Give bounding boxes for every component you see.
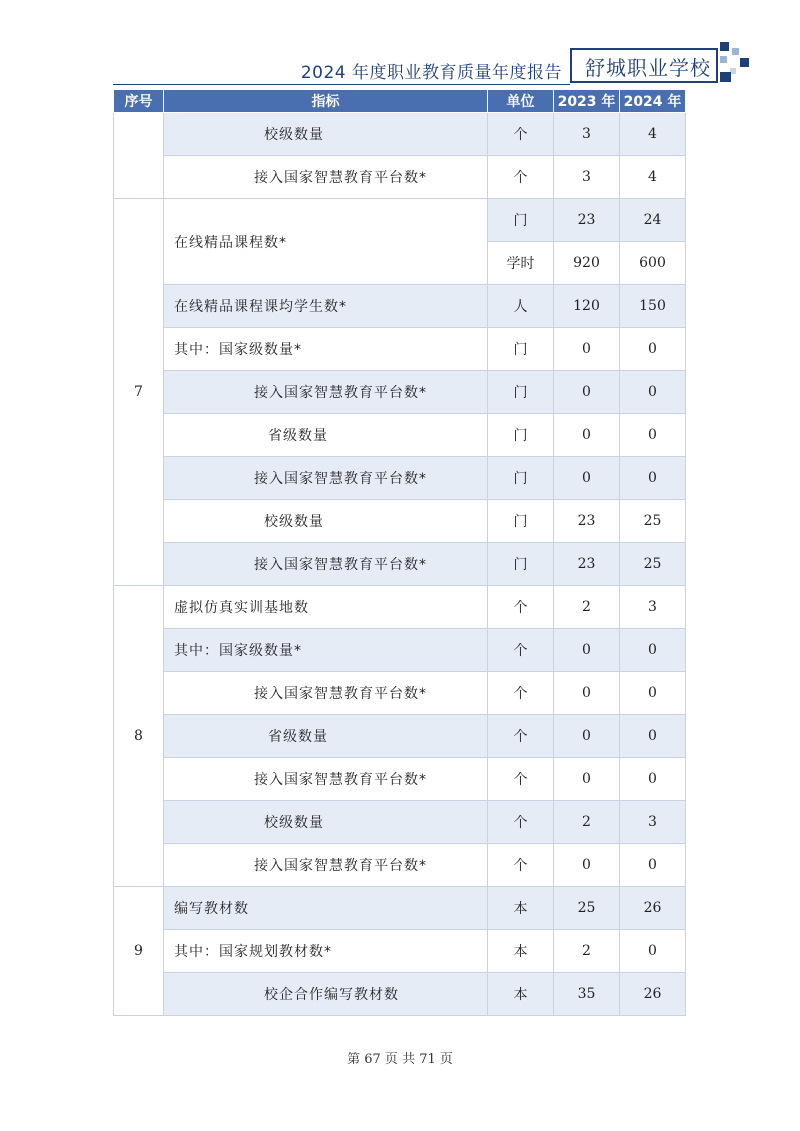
unit-cell: 门 [488, 371, 554, 414]
value-2024-cell: 0 [620, 414, 686, 457]
value-2023-cell: 0 [554, 328, 620, 371]
table-row [114, 801, 686, 844]
table-row [114, 285, 686, 328]
header-rule [113, 84, 570, 85]
table-row [114, 629, 686, 672]
report-title: 2024 年度职业教育质量年度报告 [300, 63, 562, 83]
header-decoration-squares [718, 42, 752, 82]
indicator-cell: 其中：国家级数量* [164, 629, 488, 672]
table-row [114, 586, 686, 629]
indicator-cell: 接入国家智慧教育平台数* [164, 457, 488, 500]
unit-cell: 个 [488, 715, 554, 758]
value-2023-cell: 2 [554, 586, 620, 629]
table-row [114, 328, 686, 371]
indicator-cell: 接入国家智慧教育平台数* [164, 156, 488, 199]
unit-cell: 门 [488, 199, 554, 242]
value-2024-cell: 26 [620, 887, 686, 930]
table-row [114, 414, 686, 457]
table-header-row [114, 90, 686, 113]
value-2024-cell: 0 [620, 457, 686, 500]
unit-cell: 个 [488, 156, 554, 199]
seq-cell: 9 [114, 887, 164, 1016]
page-number: 第 67 页 共 71 页 [347, 1052, 453, 1067]
value-2024-cell: 0 [620, 672, 686, 715]
unit-cell: 门 [488, 457, 554, 500]
value-2024-cell: 0 [620, 758, 686, 801]
unit-cell: 个 [488, 586, 554, 629]
indicator-cell: 编写教材数 [164, 887, 488, 930]
unit-cell: 个 [488, 629, 554, 672]
unit-cell: 个 [488, 113, 554, 156]
indicator-cell: 校级数量 [164, 113, 488, 156]
indicator-cell: 在线精品课程数* [164, 199, 488, 285]
value-2024-cell: 24 [620, 199, 686, 242]
table-row [114, 457, 686, 500]
header-seq: 序号 [114, 90, 164, 113]
seq-cell-continued [114, 113, 164, 199]
value-2024-cell: 150 [620, 285, 686, 328]
indicator-cell: 接入国家智慧教育平台数* [164, 543, 488, 586]
header-2024: 2024 年 [620, 90, 686, 113]
table-row [114, 844, 686, 887]
value-2024-cell: 0 [620, 930, 686, 973]
value-2023-cell: 0 [554, 844, 620, 887]
value-2024-cell: 0 [620, 371, 686, 414]
value-2024-cell: 26 [620, 973, 686, 1016]
indicator-cell: 在线精品课程课均学生数* [164, 285, 488, 328]
value-2024-cell: 25 [620, 543, 686, 586]
value-2023-cell: 0 [554, 371, 620, 414]
unit-cell: 本 [488, 887, 554, 930]
indicator-cell: 虚拟仿真实训基地数 [164, 586, 488, 629]
unit-cell: 个 [488, 801, 554, 844]
table-row [114, 715, 686, 758]
table-row [114, 156, 686, 199]
unit-cell: 门 [488, 543, 554, 586]
value-2024-cell: 0 [620, 328, 686, 371]
value-2023-cell: 3 [554, 113, 620, 156]
indicator-cell: 省级数量 [164, 715, 488, 758]
value-2023-cell: 920 [554, 242, 620, 285]
unit-cell: 门 [488, 414, 554, 457]
unit-cell: 本 [488, 973, 554, 1016]
seq-cell: 8 [114, 586, 164, 887]
value-2023-cell: 120 [554, 285, 620, 328]
value-2023-cell: 3 [554, 156, 620, 199]
value-2024-cell: 0 [620, 715, 686, 758]
indicator-cell: 校级数量 [164, 801, 488, 844]
value-2023-cell: 0 [554, 715, 620, 758]
table-row [114, 500, 686, 543]
unit-cell: 门 [488, 500, 554, 543]
unit-cell: 门 [488, 328, 554, 371]
header-2023: 2023 年 [554, 90, 620, 113]
indicator-cell: 接入国家智慧教育平台数* [164, 844, 488, 887]
table-row [114, 543, 686, 586]
value-2023-cell: 35 [554, 973, 620, 1016]
table-row [114, 930, 686, 973]
value-2024-cell: 600 [620, 242, 686, 285]
indicator-cell: 校级数量 [164, 500, 488, 543]
table-row [114, 887, 686, 930]
value-2024-cell: 4 [620, 113, 686, 156]
unit-cell: 人 [488, 285, 554, 328]
indicator-cell: 其中：国家规划教材数* [164, 930, 488, 973]
value-2024-cell: 0 [620, 844, 686, 887]
unit-cell: 个 [488, 758, 554, 801]
table-row [114, 973, 686, 1016]
unit-cell: 个 [488, 672, 554, 715]
header-unit: 单位 [488, 90, 554, 113]
table-row [114, 672, 686, 715]
value-2023-cell: 0 [554, 758, 620, 801]
value-2024-cell: 3 [620, 801, 686, 844]
indicator-cell: 其中：国家级数量* [164, 328, 488, 371]
value-2024-cell: 3 [620, 586, 686, 629]
indicator-cell: 校企合作编写教材数 [164, 973, 488, 1016]
value-2023-cell: 23 [554, 500, 620, 543]
indicator-cell: 接入国家智慧教育平台数* [164, 371, 488, 414]
value-2023-cell: 0 [554, 457, 620, 500]
indicator-cell: 省级数量 [164, 414, 488, 457]
table-row [114, 371, 686, 414]
value-2023-cell: 0 [554, 414, 620, 457]
unit-cell: 本 [488, 930, 554, 973]
value-2023-cell: 2 [554, 801, 620, 844]
table-row [114, 758, 686, 801]
unit-cell: 个 [488, 844, 554, 887]
indicator-cell: 接入国家智慧教育平台数* [164, 672, 488, 715]
value-2023-cell: 25 [554, 887, 620, 930]
indicator-cell: 接入国家智慧教育平台数* [164, 758, 488, 801]
value-2024-cell: 4 [620, 156, 686, 199]
value-2023-cell: 2 [554, 930, 620, 973]
table-row [114, 113, 686, 156]
value-2023-cell: 23 [554, 199, 620, 242]
value-2023-cell: 0 [554, 672, 620, 715]
school-name: 舒城职业学校 [585, 56, 711, 80]
seq-cell: 7 [114, 199, 164, 586]
value-2023-cell: 23 [554, 543, 620, 586]
unit-cell: 学时 [488, 242, 554, 285]
value-2023-cell: 0 [554, 629, 620, 672]
value-2024-cell: 25 [620, 500, 686, 543]
value-2024-cell: 0 [620, 629, 686, 672]
table-row [114, 199, 686, 242]
indicator-table [113, 89, 686, 1016]
header-indicator: 指标 [164, 90, 488, 113]
